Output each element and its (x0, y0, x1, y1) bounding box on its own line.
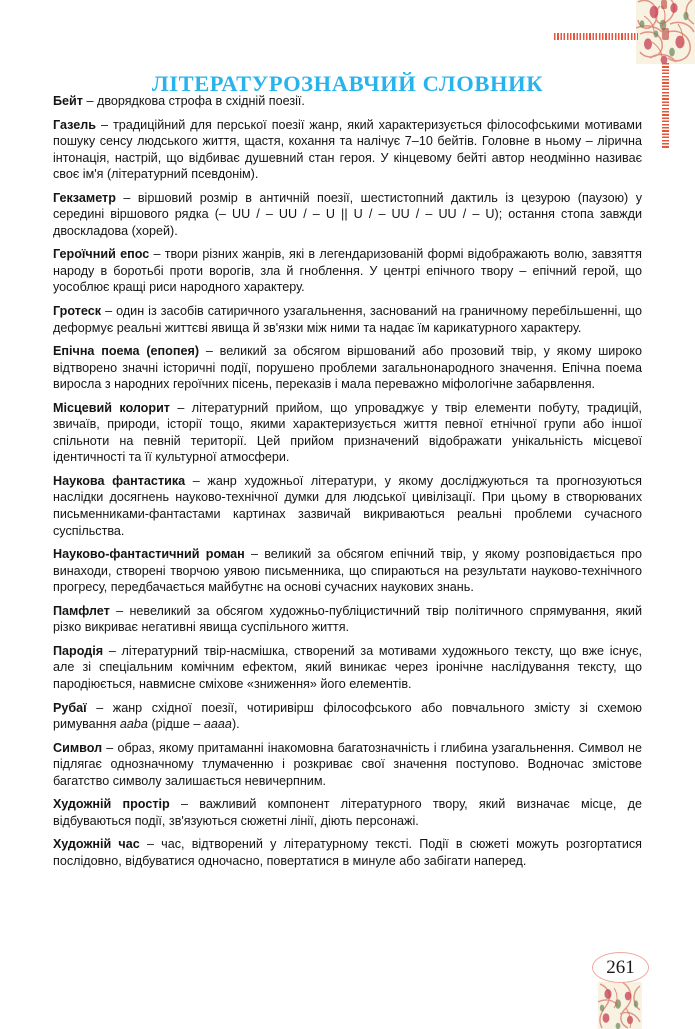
entry-term: Науково-фантастичний роман (53, 547, 245, 562)
dictionary-entry (53, 303, 642, 336)
dictionary-entry (53, 546, 642, 596)
entry-definition: – дворядкова строфа в східній поезії. (82, 94, 305, 108)
entry-definition: – великий за обсягом віршований або прозовий твір, у якому широко відтворено значні історичні події, порушено проблеми загальнонародного значення. Епічна поема виросла з народних героїчних пісень, переказів і мала переважно міфологічне забарвлення. (53, 344, 642, 392)
entry-definition: – час, відтворений у літературному тексті. Події в сюжеті можуть розгортатися послідовно, відбуватися одночасно, повертатися в минуле або забігати наперед. (53, 837, 642, 868)
entry-definition: – великий за обсягом епічний твір, у якому розповідається про винаходи, створені творчою уявою письменника, що спираються на результати науково-технічного прогресу, передбачається майбутнє на основі сучасних наукових знань. (53, 547, 642, 595)
entry-rhyme-scheme-alternate: aaaa (203, 717, 232, 732)
entry-definition: – літературний твір-насмішка, створений за мотивами художнього тексту, що вже існує, але зі спеціальним комічним ефектом, який виникає через іронічне наслідування тексту, що пародіюється, навмисне сміхове «зниження» його елементів. (53, 643, 642, 691)
dictionary-entry (53, 343, 642, 393)
entry-definition: – образ, якому притаманні інакомовна багатозначність і глибина узагальнення. Символ не підлягає однозначному тлумаченню і розкриває свої значення поступово. Водночас змістове багатство символу залишається невичерпним. (53, 740, 642, 788)
entry-term: Наукова фантастика (53, 473, 186, 488)
dictionary-entry (53, 603, 642, 636)
page-number: 261 (592, 952, 649, 983)
entry-term: Пародія (53, 643, 104, 658)
entry-term: Художній час (53, 837, 140, 852)
entry-definition: – невеликий за обсягом художньо-публіцистичний твір політичного спрямування, який різко викриває негативні явища суспільного життя. (53, 603, 642, 635)
dictionary-entry (53, 190, 642, 240)
dictionary-entry (53, 643, 642, 693)
entry-term: Бейт (53, 94, 83, 108)
floral-ornament-bottom (598, 982, 642, 1029)
dictionary-entry (53, 740, 642, 790)
entry-definition: – жанр художньої літератури, у якому досліджуються та прогнозуються наслідки досягнень науково-технічної думки для людської цивілізації. При цьому в створюваних письменниками-фантастами картинах зазвичай викриваються реальні проблеми сучасного суспільства. (53, 473, 642, 538)
dictionary-entry (53, 700, 642, 733)
entry-definition-mid: (рідше – (147, 717, 204, 732)
entry-term: Памфлет (53, 603, 110, 618)
entry-rhyme-scheme-primary: aaba (119, 717, 148, 732)
dictionary-entry (53, 400, 642, 466)
entry-term: Газель (53, 117, 96, 132)
dictionary-entry (53, 836, 642, 869)
entry-term: Героїчний епос (53, 247, 150, 262)
entry-definition: – один із засобів сатиричного узагальнення, заснований на граничному перебільшенні, що деформує реальні життєві явища й зв'язки між ними та надає їм карикатурного характеру. (53, 304, 642, 335)
dictionary-entry (53, 796, 642, 829)
dictionary-entry (53, 246, 642, 296)
striped-rule-horizontal (554, 33, 638, 40)
entry-term: Гекзаметр (53, 190, 116, 205)
entry-term: Символ (53, 740, 103, 755)
entry-definition-post: ). (231, 717, 240, 732)
entry-definition: – твори різних жанрів, які в легендаризованій формі відображають волю, завзяття народу в боротьбі проти ворогів, зла й гноблення. У центрі епічного твору – епічний герой, що уособлює кращі риси народного характеру. (53, 247, 642, 295)
floral-ornament-top (636, 0, 695, 64)
dictionary-entry (53, 93, 642, 110)
entry-term: Гротеск (53, 304, 102, 319)
entry-term: Місцевий колорит (53, 400, 170, 415)
entry-term: Епічна поема (епопея) (53, 344, 200, 359)
entry-definition-pre: – жанр східної поезії, чотиривірш філософського або повчального змісту зі схемою римування (53, 700, 642, 732)
dictionary-entry (53, 117, 642, 183)
dictionary-entry (53, 473, 642, 539)
entry-term: Рубаї (53, 700, 87, 715)
entry-term: Художній простір (53, 797, 170, 812)
entry-definition: – важливий компонент літературного твору, який визначає місце, де відбуваються події, зв'язуються сюжетні лінії, діють персонажі. (53, 797, 642, 828)
entry-definition: – традиційний для перської поезії жанр, який характеризується філософськими мотивами пошуку сенсу людського життя, щастя, кохання та налічує 7–10 бейтів. Головне в ньому – лірична інтонація, настрій, що відбиває душевний стан героя. У кінцевому бейті автор неодмінно називає своє ім'я (літературний псевдонім). (53, 117, 642, 182)
dictionary-entries-list (53, 93, 642, 869)
page-title: ЛІТЕРАТУРОЗНАВЧИЙ СЛОВНИК (151, 71, 544, 97)
entry-definition: – віршовий розмір в античній поезії, шестистопний дактиль із цезурою (паузою) у середині віршового рядка (– UU / – UU / – U || U / – UU / – UU / – U); остання стопа завжди двоскладова (хорей). (53, 190, 642, 238)
entry-definition: – літературний прийом, що упроваджує у твір елементи побуту, традицій, звичаїв, природи, історії тощо, якими характеризується життя певної етнічної групи або іншої спільноти на певній території. Цей прийом призначений відображати унікальність місцевої ідентичності та її культурної атмосфери. (53, 400, 642, 465)
